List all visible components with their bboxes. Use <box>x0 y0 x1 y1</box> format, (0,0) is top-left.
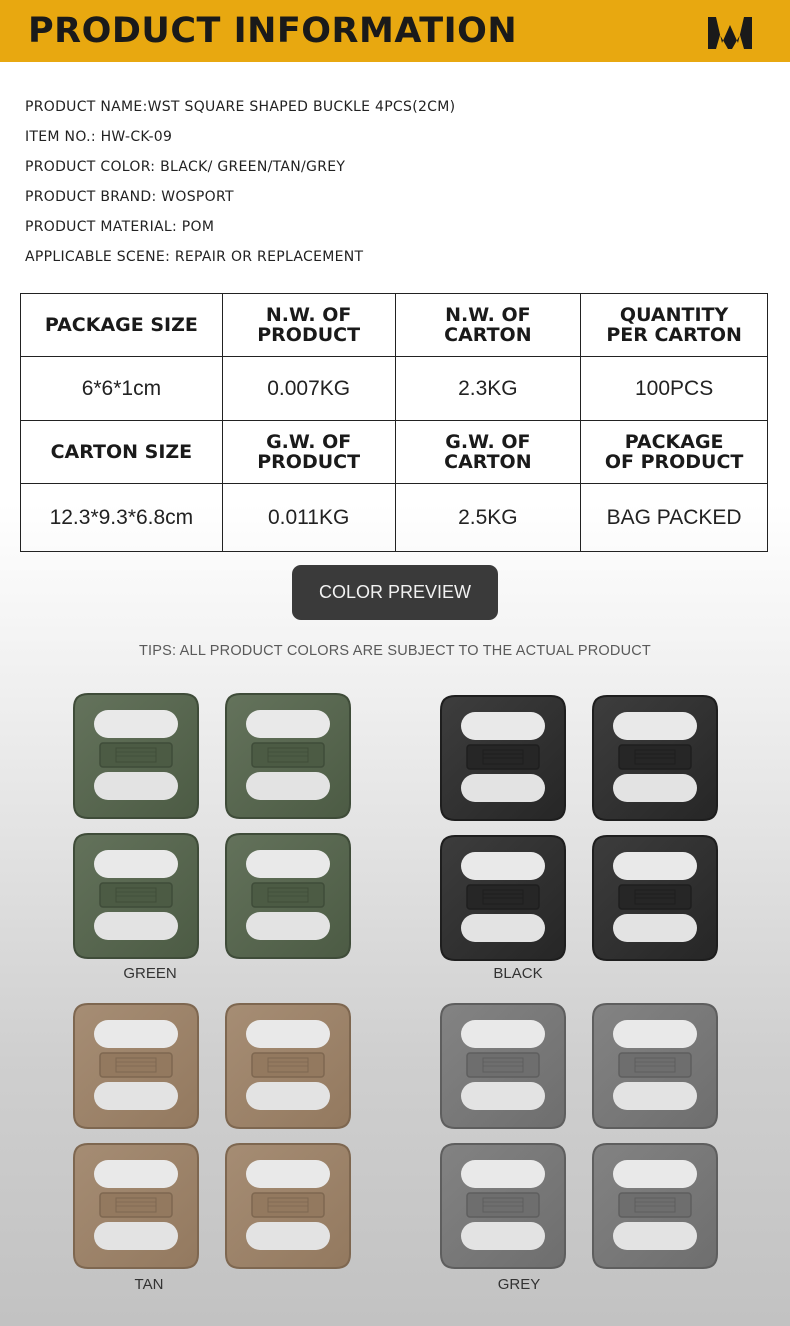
header-package-size-text: PACKAGE SIZE <box>44 314 198 336</box>
table-row <box>21 357 768 421</box>
buckle-image-black <box>589 832 721 964</box>
color-preview-button[interactable]: COLOR PREVIEW <box>292 565 498 620</box>
page-title: PRODUCT INFORMATION <box>28 11 518 51</box>
tips-text: TIPS: ALL PRODUCT COLORS ARE SUBJECT TO THE ACTUAL PRODUCT <box>139 643 651 659</box>
header-nw-product-text: N.W. OF PRODUCT <box>257 304 361 346</box>
buckle-image-tan <box>222 1140 354 1272</box>
header-gw-carton <box>395 421 581 484</box>
buckle-image-grey <box>437 1000 569 1132</box>
header-gw-product <box>222 421 395 484</box>
product-name-line: PRODUCT NAME:WST SQUARE SHAPED BUCKLE 4PCS(2CM) <box>25 99 456 115</box>
table-row <box>21 421 768 484</box>
value-nw-product: 0.007KG <box>222 357 395 421</box>
buckle-image-black <box>589 692 721 824</box>
buckle-image-green <box>70 690 202 822</box>
buckle-image-grey <box>437 1140 569 1272</box>
color-label-black: BLACK <box>493 965 543 982</box>
color-group-black <box>437 692 737 992</box>
color-label-tan: TAN <box>134 1276 164 1293</box>
buckle-image-tan <box>222 1000 354 1132</box>
value-package-size: 6*6*1cm <box>21 357 223 421</box>
value-gw-carton: 2.5KG <box>395 484 581 552</box>
product-info-list <box>25 96 455 276</box>
product-brand-line: PRODUCT BRAND: WOSPORT <box>25 189 234 205</box>
value-quantity-per-carton: 100PCS <box>581 357 768 421</box>
header-gw-carton-text: G.W. OF CARTON <box>444 431 532 473</box>
buckle-image-tan <box>70 1000 202 1132</box>
buckle-image-grey <box>589 1140 721 1272</box>
header-package-of-product <box>581 421 768 484</box>
header-nw-product <box>222 294 395 357</box>
buckle-image-green <box>70 830 202 962</box>
header-gw-product-text: G.W. OF PRODUCT <box>257 431 361 473</box>
value-carton-size: 12.3*9.3*6.8cm <box>21 484 223 552</box>
product-color-line: PRODUCT COLOR: BLACK/ GREEN/TAN/GREY <box>25 159 346 175</box>
header-package-size <box>21 294 223 357</box>
item-number-line: ITEM NO.: HW-CK-09 <box>25 129 173 145</box>
buckle-image-tan <box>70 1140 202 1272</box>
header-nw-carton-text: N.W. OF CARTON <box>444 304 532 346</box>
applicable-scene-line: APPLICABLE SCENE: REPAIR OR REPLACEMENT <box>25 249 364 265</box>
header-quantity-per-carton-text: QUANTITY PER CARTON <box>606 304 742 346</box>
color-label-grey: GREY <box>497 1276 541 1293</box>
color-group-tan <box>70 1000 370 1300</box>
brand-logo-icon <box>706 13 754 53</box>
color-label-green: GREEN <box>123 965 177 982</box>
table-row <box>21 294 768 357</box>
buckle-image-green <box>222 830 354 962</box>
spec-table <box>20 293 768 552</box>
value-package-of-product: BAG PACKED <box>581 484 768 552</box>
product-material-line: PRODUCT MATERIAL: POM <box>25 219 215 235</box>
buckle-image-black <box>437 692 569 824</box>
value-nw-carton: 2.3KG <box>395 357 581 421</box>
buckle-image-black <box>437 832 569 964</box>
buckle-image-grey <box>589 1000 721 1132</box>
value-gw-product: 0.011KG <box>222 484 395 552</box>
color-group-grey <box>437 1000 737 1300</box>
table-row <box>21 484 768 552</box>
header-quantity-per-carton <box>581 294 768 357</box>
header-carton-size-text: CARTON SIZE <box>50 441 193 463</box>
header-nw-carton <box>395 294 581 357</box>
color-group-green <box>70 690 370 990</box>
header-bar <box>0 0 790 62</box>
buckle-image-green <box>222 690 354 822</box>
header-package-of-product-text: PACKAGE OF PRODUCT <box>604 431 744 473</box>
header-carton-size <box>21 421 223 484</box>
